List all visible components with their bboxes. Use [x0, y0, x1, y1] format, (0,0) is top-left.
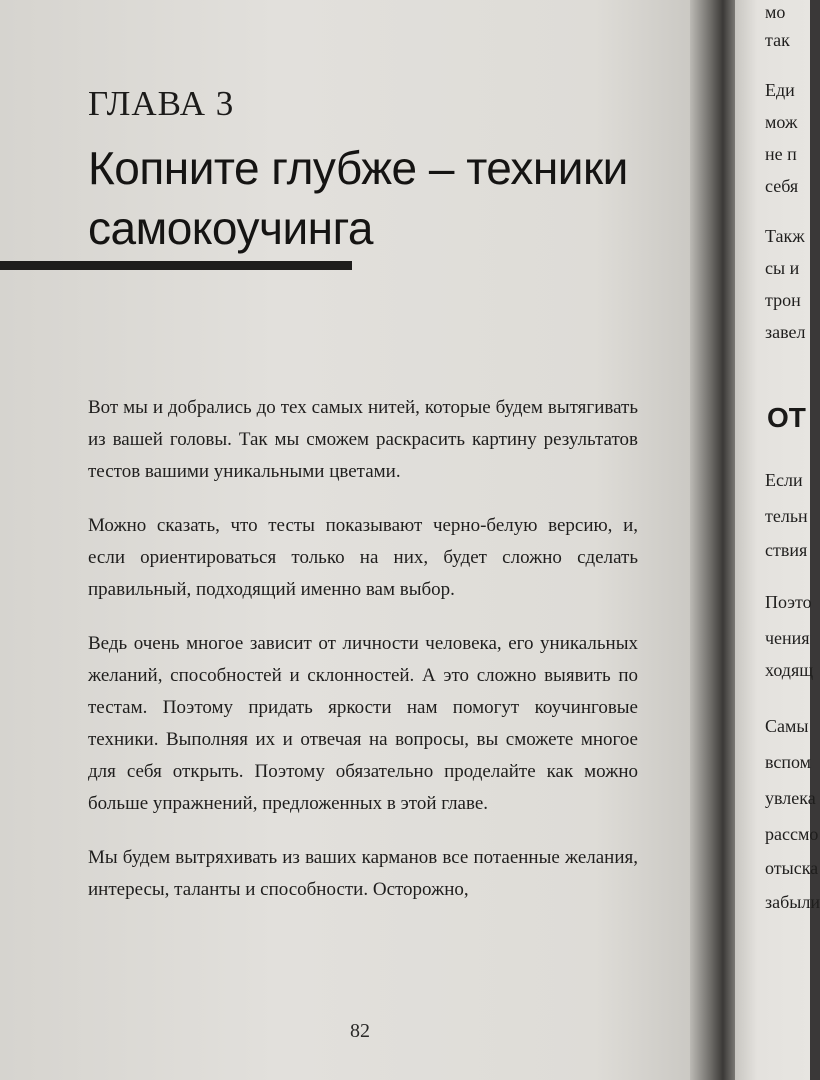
chapter-title [88, 138, 688, 258]
right-page-line: трон [765, 290, 801, 310]
right-page-line: Если [765, 470, 803, 490]
paragraph: Можно сказать, что тесты показывают черно-белую версию, и, если ориентироваться только на них, будет сложно сделать правильный, подходящий именно вам выбор. [88, 515, 638, 600]
right-page-line: рассмо [765, 824, 819, 844]
page-number: 82 [350, 1020, 370, 1042]
right-page-line: забыли [765, 892, 820, 912]
right-page-line: Поэто [765, 592, 812, 612]
right-page-line: сы и [765, 258, 800, 278]
right-page-line: мож [765, 112, 798, 132]
right-page-line: ствия [765, 540, 808, 560]
right-page-line: отыска [765, 858, 819, 878]
paragraph: Ведь очень многое зависит от личности человека, его уникальных желаний, способностей и склонностей. А это сложно выявить по тестам. Поэтому придать яркости нам помогут коучинговые техники. Выполняя их и отвечая на вопросы, вы сможете многое для себя открыть. Поэтому обязательно проделайте как можно больше упражнений, предложенных в этой главе. [88, 633, 638, 814]
right-page [735, 0, 820, 1080]
right-page-line: не п [765, 144, 797, 164]
right-page-line: Еди [765, 80, 795, 100]
paragraph: Вот мы и добрались до тех самых нитей, которые будем вытягивать из вашей головы. Так мы сможем раскрасить картину результатов тестов вашими уникальными цветами. [88, 397, 638, 482]
chapter-label: ГЛАВА 3 [88, 84, 235, 123]
right-page-line: Такж [765, 226, 805, 246]
chapter-title-line1: Копните глубже – техники [88, 142, 628, 194]
right-page-line: ходящ [765, 660, 814, 680]
right-page-line: тельн [765, 506, 808, 526]
right-page-line: мо [765, 2, 786, 22]
right-page-line: завел [765, 322, 806, 342]
body-text [88, 392, 638, 928]
right-page-line: вспом [765, 752, 812, 772]
right-page-line: себя [765, 176, 799, 196]
right-page-line: чения [765, 628, 810, 648]
right-page-line: так [765, 30, 790, 50]
paragraph: Мы будем вытряхивать из ваших карманов все потаенные желания, интересы, таланты и способности. Осторожно, [88, 847, 638, 900]
right-page-line: увлека [765, 788, 816, 808]
right-page-heading: ОТ [767, 402, 806, 433]
title-underline-bar [0, 261, 352, 270]
right-page-line: Самы [765, 716, 809, 736]
chapter-title-line2: самокоучинга [88, 202, 373, 254]
